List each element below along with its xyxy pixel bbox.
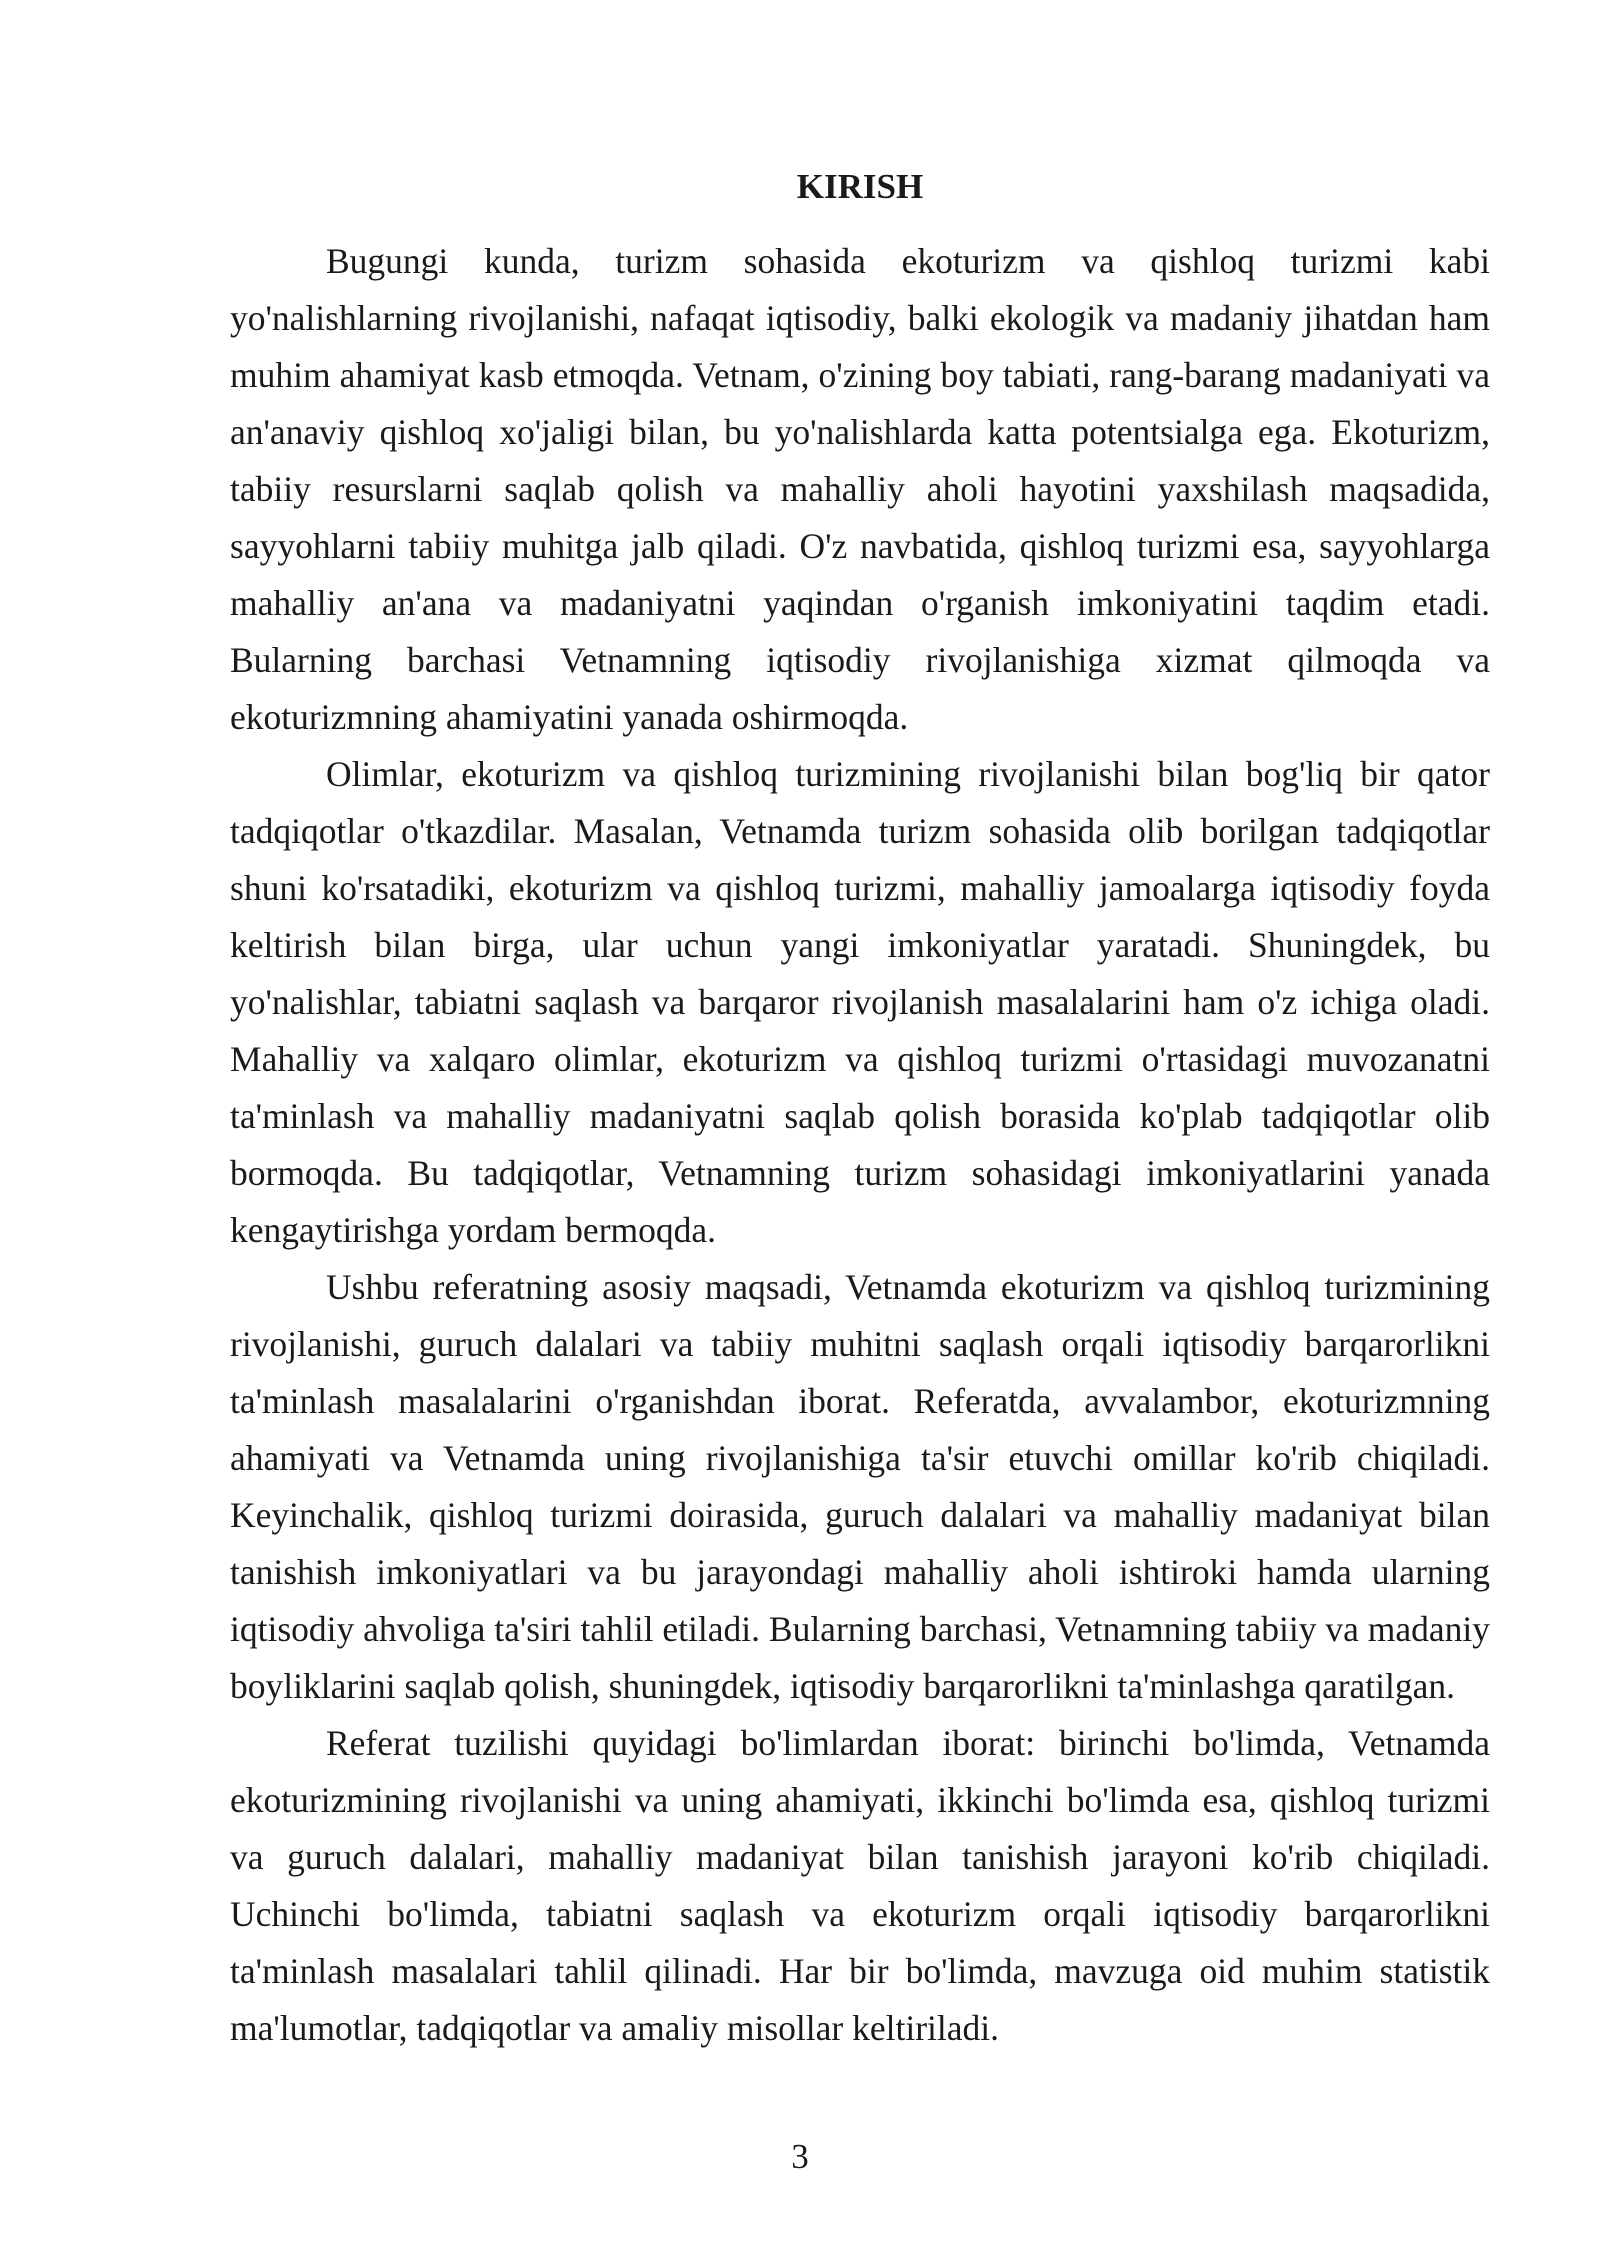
paragraph-goal: Ushbu referatning asosiy maqsadi, Vetnamda ekoturizm va qishloq turizmining rivojlanishi, guruch dalalari va tabiiy muhitni saqlash orqali iqtisodiy barqarorlikni ta'minlash masalalarini o'rganishdan iborat. Referatda, avvalambor, ekoturizmning ahamiyati va Vetnamda uning rivojlanishiga ta'sir etuvchi omillar ko'rib chiqiladi. Keyinchalik, qishloq turizmi doirasida, guruch dalalari va mahalliy madaniyat bilan tanishish imkoniyatlari va bu jarayondagi mahalliy aholi ishtiroki hamda ularning iqtisodiy ahvoliga ta'siri tahlil etiladi. Bularning barchasi, Vetnamning tabiiy va madaniy boyliklarini saqlab qolish, shuningdek, iqtisodiy barqarorlikni ta'minlashga qaratilgan. <box>230 1267 1490 1706</box>
paragraph-structure: Referat tuzilishi quyidagi bo'limlardan iborat: birinchi bo'limda, Vetnamda ekoturizmining rivojlanishi va uning ahamiyati, ikkinchi bo'limda esa, qishloq turizmi va guruch dalalari, mahalliy madaniyat bilan tanishish jarayoni ko'rib chiqiladi. Uchinchi bo'limda, tabiatni saqlash va ekoturizm orqali iqtisodiy barqarorlikni ta'minlash masalalari tahlil qilinadi. Har bir bo'limda, mavzuga oid muhim statistik ma'lumotlar, tadqiqotlar va amaliy misollar keltiriladi. <box>230 1723 1490 2048</box>
paragraph-research: Olimlar, ekoturizm va qishloq turizmining rivojlanishi bilan bog'liq bir qator tadqiqotlar o'tkazdilar. Masalan, Vetnamda turizm sohasida olib borilgan tadqiqotlar shuni ko'rsatadiki, ekoturizm va qishloq turizmi, mahalliy jamoalarga iqtisodiy foyda keltirish bilan birga, ular uchun yangi imkoniyatlar yaratadi. Shuningdek, bu yo'nalishlar, tabiatni saqlash va barqaror rivojlanish masalalarini ham o'z ichiga oladi. Mahalliy va xalqaro olimlar, ekoturizm va qishloq turizmi o'rtasidagi muvozanatni ta'minlash va mahalliy madaniyatni saqlab qolish borasida ko'plab tadqiqotlar olib bormoqda. Bu tadqiqotlar, Vetnamning turizm sohasidagi imkoniyatlarini yanada kengaytirishga yordam bermoqda. <box>230 754 1490 1250</box>
paragraph-intro: Bugungi kunda, turizm sohasida ekoturizm va qishloq turizmi kabi yo'nalishlarning rivojlanishi, nafaqat iqtisodiy, balki ekologik va madaniy jihatdan ham muhim ahamiyat kasb etmoqda. Vetnam, o'zining boy tabiati, rang-barang madaniyati va an'anaviy qishloq xo'jaligi bilan, bu yo'nalishlarda katta potentsialga ega. Ekoturizm, tabiiy resurslarni saqlab qolish va mahalliy aholi hayotini yaxshilash maqsadida, sayyohlarni tabiiy muhitga jalb qiladi. O'z navbatida, qishloq turizmi esa, sayyohlarga mahalliy an'ana va madaniyatni yaqindan o'rganish imkoniyatini taqdim etadi. Bularning barchasi Vetnamning iqtisodiy rivojlanishiga xizmat qilmoqda va ekoturizmning ahamiyatini yanada oshirmoqda. <box>230 241 1490 737</box>
page-content <box>230 158 1490 2057</box>
page-number: 3 <box>791 2137 809 2176</box>
page-title: KIRISH <box>796 167 924 206</box>
